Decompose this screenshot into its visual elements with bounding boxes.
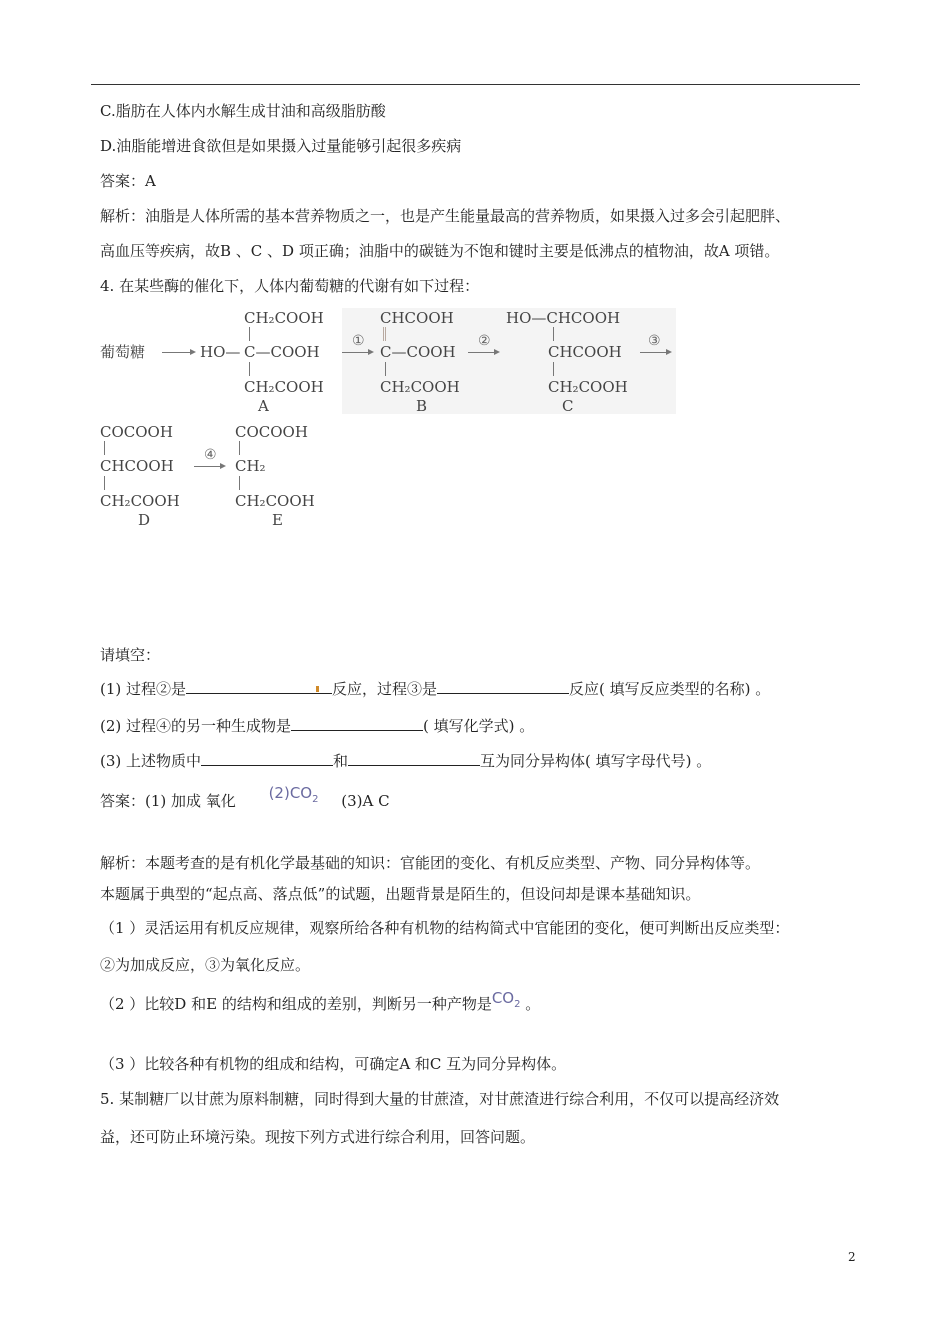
- compound-a-mid: C—COOH: [244, 343, 320, 361]
- bond: [249, 327, 250, 341]
- compound-a-top: CH₂COOH: [244, 309, 324, 327]
- double-bond: [383, 327, 386, 341]
- q2-text-b: ( 填写化学式) 。: [423, 717, 535, 735]
- compound-c-label: C: [562, 397, 574, 415]
- arrow-step-1: [342, 352, 372, 353]
- compound-d-label: D: [138, 511, 151, 529]
- bond: [249, 362, 250, 376]
- compound-a-left: HO—: [200, 343, 241, 361]
- arrow-step-2: [468, 352, 498, 353]
- question-4-title: 4. 在某些酶的催化下，人体内葡萄糖的代谢有如下过程：: [100, 277, 480, 295]
- answer-4: [100, 784, 390, 818]
- compound-b-top: CHCOOH: [380, 309, 454, 327]
- bond: [553, 362, 554, 376]
- bond: [239, 476, 240, 490]
- compound-d-mid: CHCOOH: [100, 457, 174, 475]
- answer-3: 答案：A: [100, 172, 156, 190]
- step-2-mark: ②: [478, 333, 491, 349]
- step-4-mark: ④: [204, 447, 217, 463]
- step-3-mark: ③: [648, 333, 661, 349]
- compound-b-label: B: [416, 397, 428, 415]
- arrow-step-3: [640, 352, 670, 353]
- explanation-4-line5-text: （2 ）比较D 和E 的结构和组成的差别，判断另一种产物是: [100, 995, 492, 1013]
- compound-b-bot: CH₂COOH: [380, 378, 460, 396]
- option-d: D.油脂能增进食欲但是如果摄入过量能够引起很多疾病: [100, 137, 462, 155]
- compound-c-mid: CHCOOH: [548, 343, 622, 361]
- compound-e-top: COCOOH: [235, 423, 308, 441]
- answer-4-co2: [268, 784, 319, 805]
- compound-e-label: E: [272, 511, 283, 529]
- fill-in-prompt: 请填空：: [100, 646, 161, 664]
- question-4-part-3: [100, 750, 711, 771]
- bond: [239, 441, 240, 455]
- compound-d-top: COCOOH: [100, 423, 173, 441]
- explanation-4-line5-end: 。: [520, 995, 541, 1013]
- compound-b-mid: C—COOH: [380, 343, 456, 361]
- arrow-step-4: [194, 466, 224, 467]
- explanation-co2: [491, 989, 521, 1010]
- option-c: C.脂肪在人体内水解生成甘油和高级脂肪酸: [100, 102, 386, 120]
- bond: [553, 327, 554, 341]
- blank-isomer-1: [201, 750, 333, 766]
- blank-isomer-2: [348, 750, 480, 766]
- explanation-4-line1: 解析：本题考查的是有机化学最基础的知识：官能团的变化、有机反应类型、产物、同分异构体等。: [100, 854, 761, 872]
- bond: [104, 441, 105, 455]
- blank-step-2-type-tail: [318, 678, 332, 694]
- co2-text: CO: [289, 784, 313, 802]
- compound-e-bot: CH₂COOH: [235, 492, 315, 510]
- question-5-line2: 益，还可防止环境污染。现按下列方式进行综合利用，回答问题。: [100, 1128, 536, 1146]
- page-number: 2: [848, 1250, 856, 1264]
- compound-a-label: A: [258, 397, 269, 415]
- explanation-4-line6: （3 ）比较各种有机物的组成和结构，可确定A 和C 互为同分异构体。: [100, 1055, 567, 1073]
- question-4-part-2: [100, 715, 534, 736]
- compound-e-mid: CH₂: [235, 457, 266, 475]
- blank-byproduct-formula: [291, 715, 423, 731]
- question-5-line1: 5. 某制糖厂以甘蔗为原料制糖，同时得到大量的甘蔗渣，对甘蔗渣进行综合利用，不仅可以提高经济效: [100, 1090, 780, 1108]
- explanation-4-line4: ②为加成反应，③为氧化反应。: [100, 956, 311, 974]
- explanation-4-line5: [100, 989, 541, 1021]
- step-1-mark: ①: [352, 333, 365, 349]
- q2-text-a: (2) 过程④的另一种生成物是: [100, 717, 292, 735]
- co2-prefix: (2): [268, 784, 290, 802]
- co2-sub: 2: [514, 999, 521, 1010]
- answer-4-part-b: (3)A C: [341, 792, 390, 810]
- bond: [104, 476, 105, 490]
- explanation-4-line2: 本题属于典型的“起点高、落点低”的试题，出题背景是陌生的，但设问却是课本基础知识。: [100, 885, 701, 903]
- q3-text-b: 和: [333, 752, 349, 770]
- answer-4-part-a: 答案：(1) 加成 氧化: [100, 792, 236, 810]
- question-4-part-1: [100, 678, 770, 699]
- glucose-label: 葡萄糖: [100, 343, 146, 361]
- q3-text-a: (3) 上述物质中: [100, 752, 202, 770]
- q1-text-c: 反应( 填写反应类型的名称) 。: [569, 680, 771, 698]
- explanation-4-line3: （1 ）灵活运用有机反应规律，观察所给各种有机物的结构简式中官能团的变化，便可判断出反应类型：: [100, 919, 790, 937]
- co2-text: CO: [491, 989, 515, 1007]
- explanation-3-line2: 高血压等疾病，故B 、C 、D 项正确；油脂中的碳链为不饱和键时主要是低沸点的植物油，故A 项错。: [100, 242, 780, 260]
- co2-sub: 2: [312, 794, 319, 805]
- arrow-glucose-a: [162, 352, 194, 353]
- blank-step-2-type: [186, 678, 318, 694]
- compound-a-bot: CH₂COOH: [244, 378, 324, 396]
- compound-d-bot: CH₂COOH: [100, 492, 180, 510]
- q1-text-b: 反应，过程③是: [332, 680, 438, 698]
- header-rule: [91, 84, 860, 85]
- compound-c-top: HO—CHCOOH: [506, 309, 621, 327]
- q3-text-c: 互为同分异构体( 填写字母代号) 。: [480, 752, 712, 770]
- ink-mark: [316, 686, 319, 692]
- explanation-3-line1: 解析：油脂是人体所需的基本营养物质之一，也是产生能量最高的营养物质，如果摄入过多会引起肥胖、: [100, 207, 791, 225]
- compound-c-bot: CH₂COOH: [548, 378, 628, 396]
- q1-text-a: (1) 过程②是: [100, 680, 187, 698]
- bond: [385, 362, 386, 376]
- blank-step-3-type: [437, 678, 569, 694]
